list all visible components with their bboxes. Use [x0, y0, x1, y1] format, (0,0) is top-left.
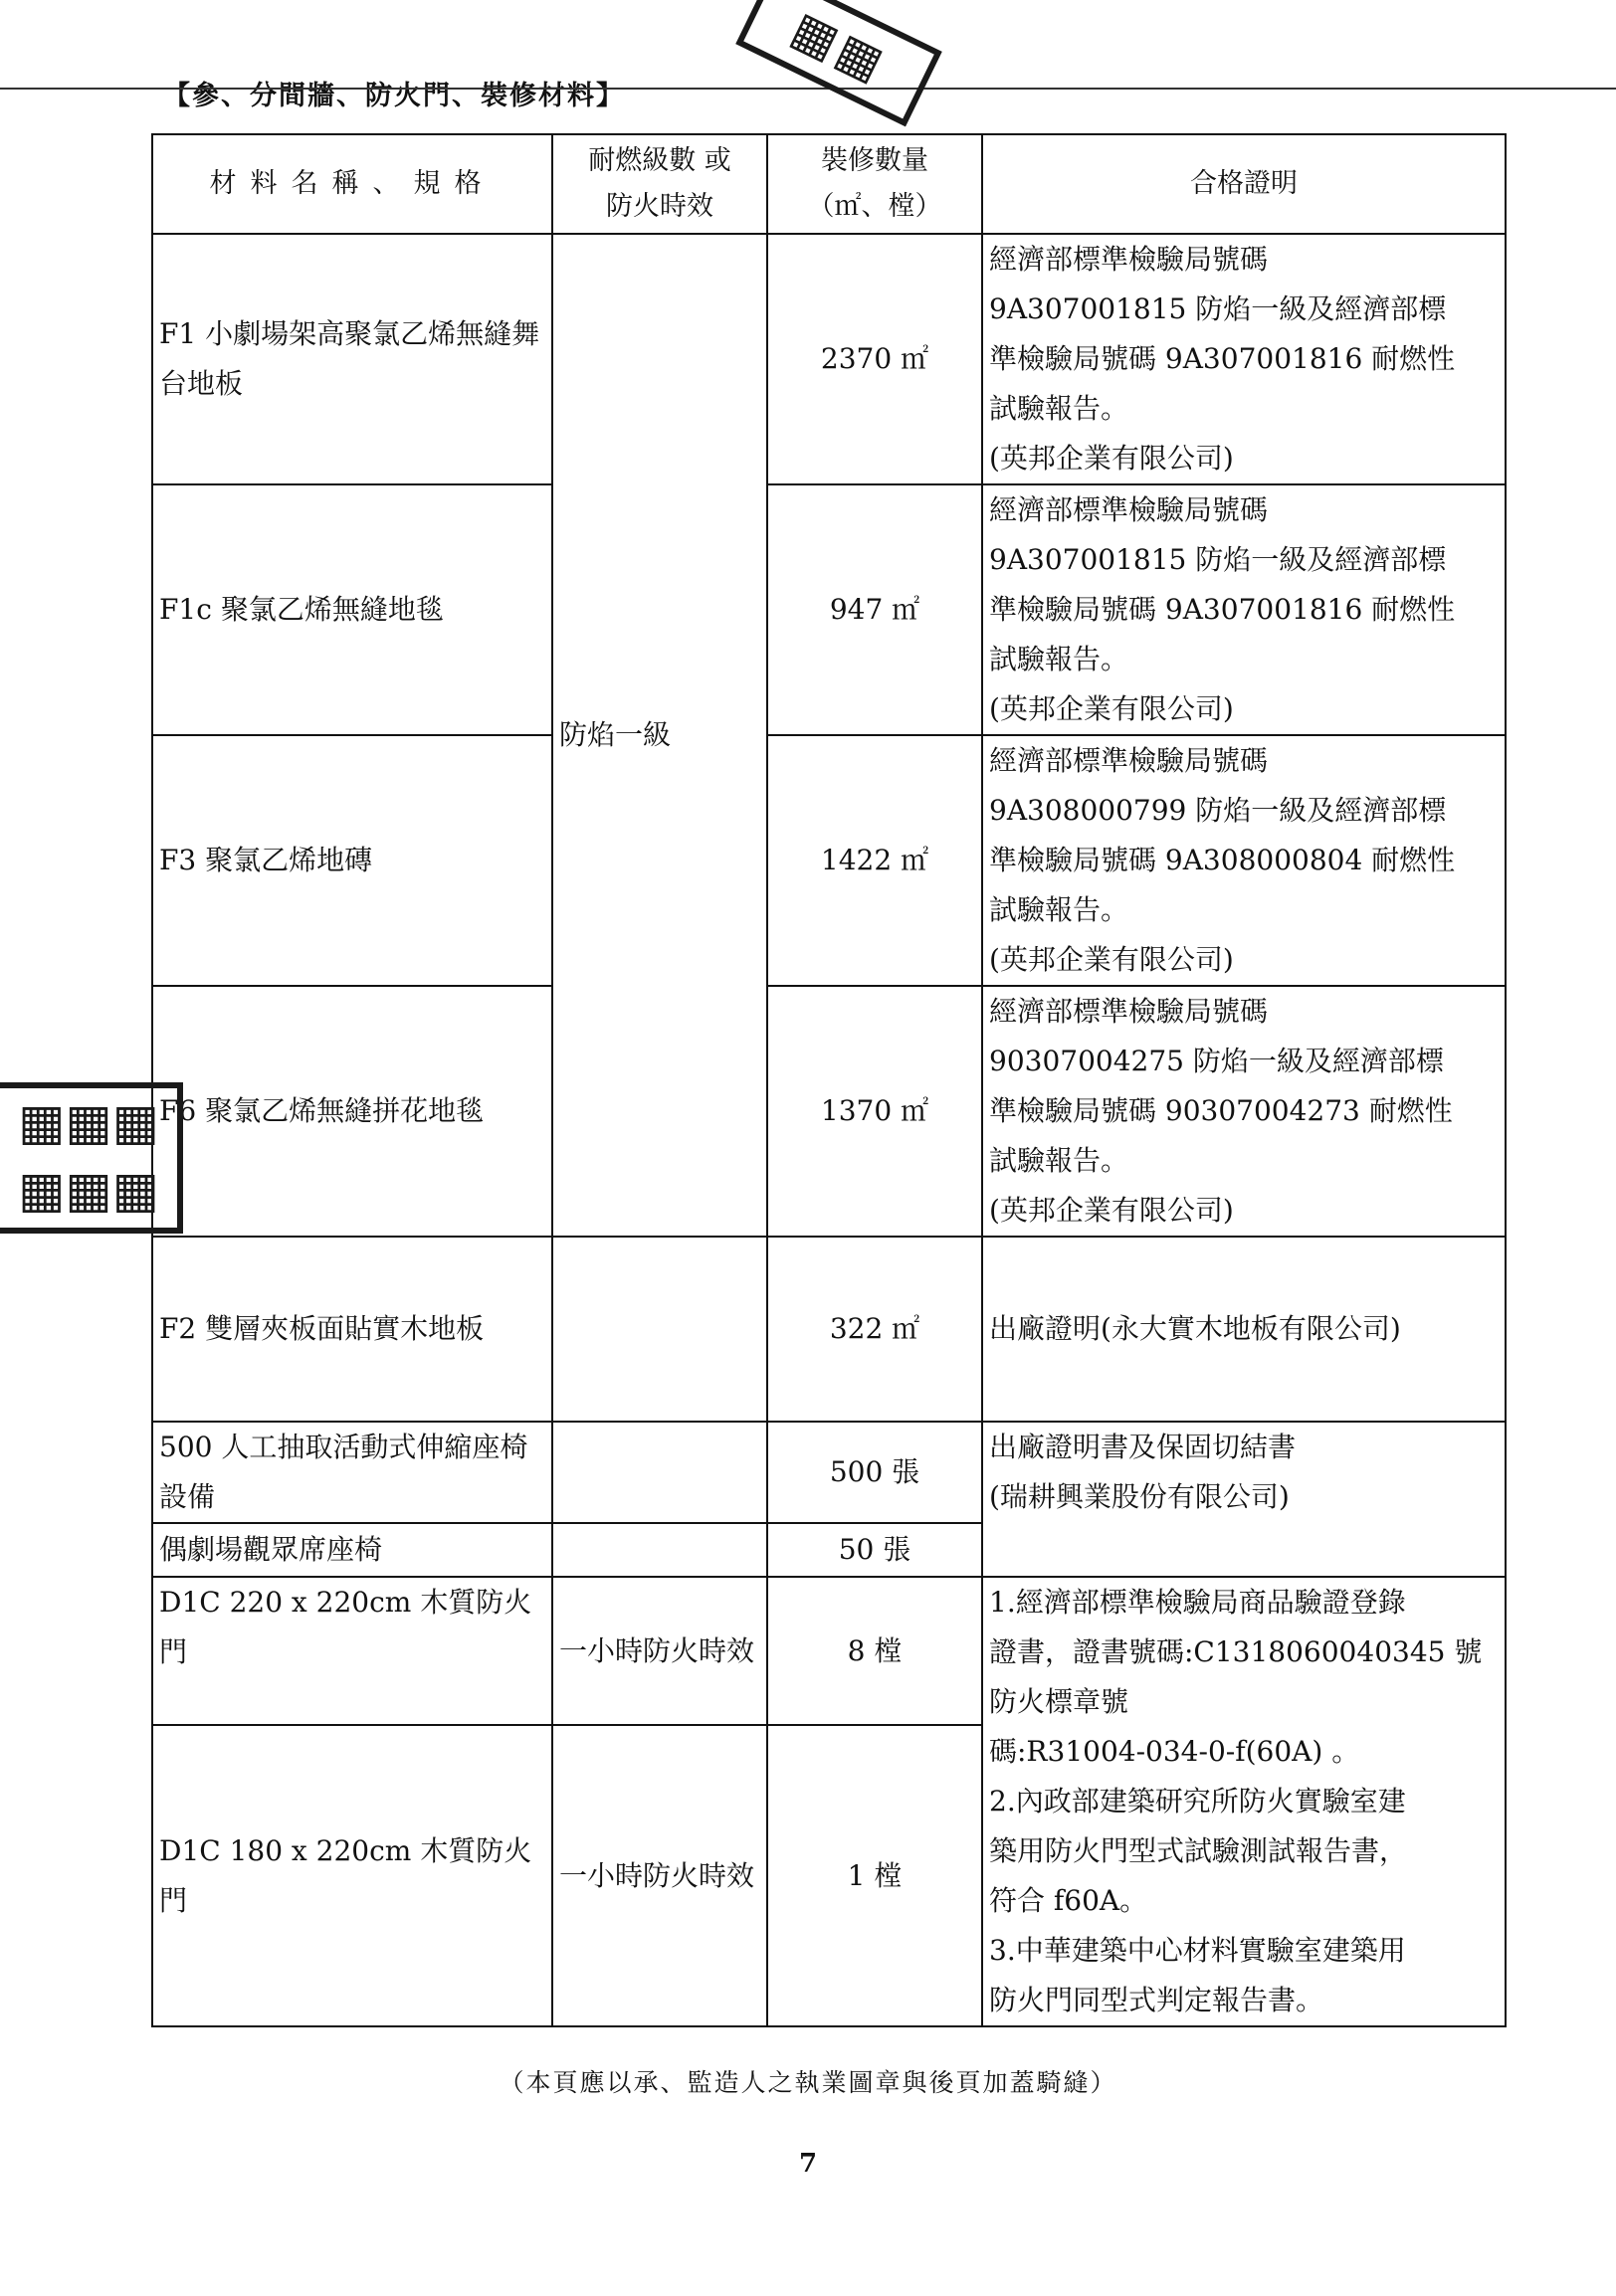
material-name: D1C 220 x 220cm 木質防火門: [152, 1577, 552, 1725]
header-fire-rating: [552, 134, 767, 234]
cert-line: (英邦企業有限公司): [989, 1194, 1234, 1227]
seal-stamp-top: ▦▦: [735, 0, 942, 126]
table-row: [152, 1577, 1506, 1725]
cert-line: 3.中華建築中心材料實驗室建築用: [989, 1934, 1406, 1967]
seal-stamp-left: ▦▦▦ ▦▦▦: [0, 1082, 183, 1234]
certificate: [982, 234, 1506, 484]
certificate: 出廠證明(永大實木地板有限公司): [982, 1237, 1506, 1422]
material-qty: 8 樘: [767, 1577, 982, 1725]
cert-line: (英邦企業有限公司): [989, 692, 1234, 725]
cert-line: (英邦企業有限公司): [989, 442, 1234, 475]
cert-line: 90307004275 防焰一級及經濟部標: [989, 1045, 1444, 1077]
cert-line: 準檢驗局號碼 9A307001816 耐燃性: [989, 593, 1456, 626]
cert-line: 試驗報告。: [989, 643, 1129, 675]
material-name: F1c 聚氯乙烯無縫地毯: [152, 484, 552, 735]
material-qty: 500 張: [767, 1422, 982, 1523]
material-qty: 1370 ㎡: [767, 986, 982, 1237]
material-name: 500 人工抽取活動式伸縮座椅設備: [152, 1422, 552, 1523]
fire-grade-empty: [552, 1422, 767, 1523]
material-name: F2 雙層夾板面貼實木地板: [152, 1237, 552, 1422]
header-qty-line2: （㎡、樘）: [807, 191, 942, 222]
cert-line: 證書，證書號碼:C1318060040345 號: [989, 1635, 1483, 1668]
cert-line: 準檢驗局號碼 9A307001816 耐燃性: [989, 342, 1456, 375]
table-row: [152, 986, 1506, 1237]
header-rule: [0, 88, 1616, 90]
fire-grade-merged: 防焰一級: [552, 234, 767, 1237]
material-qty: 50 張: [767, 1523, 982, 1577]
cert-line: (英邦企業有限公司): [989, 943, 1234, 976]
cert-line: 防火門同型式判定報告書。: [989, 1984, 1324, 2016]
certificate: [982, 986, 1506, 1237]
fire-grade-empty: [552, 1523, 767, 1577]
fire-rating: 一小時防火時效: [552, 1577, 767, 1725]
cert-line: 經濟部標準檢驗局號碼: [989, 243, 1269, 276]
cert-line: 9A307001815 防焰一級及經濟部標: [989, 292, 1447, 325]
table-row: [152, 735, 1506, 986]
material-qty: 2370 ㎡: [767, 234, 982, 484]
material-qty: 1 樘: [767, 1725, 982, 2026]
cert-line: 準檢驗局號碼 90307004273 耐燃性: [989, 1094, 1453, 1127]
certificate: [982, 1422, 1506, 1577]
section-title: 【參、分間牆、防火門、裝修材料】: [163, 81, 625, 111]
material-name: F1 小劇場架高聚氯乙烯無縫舞台地板: [152, 234, 552, 484]
cert-line: 符合 f60A。: [989, 1884, 1148, 1917]
cert-line: 經濟部標準檢驗局號碼: [989, 744, 1269, 777]
header-fire-line2: 防火時效: [606, 191, 713, 222]
cert-line: 出廠證明書及保固切結書: [989, 1431, 1297, 1463]
certificate: [982, 484, 1506, 735]
cert-line: 經濟部標準檢驗局號碼: [989, 493, 1269, 526]
table-row: [152, 234, 1506, 484]
cert-line: 防火標章號: [989, 1685, 1129, 1718]
material-qty: 1422 ㎡: [767, 735, 982, 986]
cert-line: 試驗報告。: [989, 392, 1129, 425]
table-header-row: [152, 134, 1506, 234]
cert-line: 2.內政部建築研究所防火實驗室建: [989, 1785, 1406, 1818]
material-name: 偶劇場觀眾席座椅: [152, 1523, 552, 1577]
table-row: [152, 1237, 1506, 1422]
table-row: [152, 484, 1506, 735]
door-certificate: [982, 1577, 1506, 2026]
cert-line: 1.經濟部標準檢驗局商品驗證登錄: [989, 1586, 1406, 1619]
materials-table: [151, 133, 1507, 2027]
cert-line: 9A307001815 防焰一級及經濟部標: [989, 543, 1447, 576]
certificate: [982, 735, 1506, 986]
cert-line: 試驗報告。: [989, 893, 1129, 926]
header-quantity: [767, 134, 982, 234]
material-name: F3 聚氯乙烯地磚: [152, 735, 552, 986]
material-name: F6 聚氯乙烯無縫拼花地毯: [152, 986, 552, 1237]
fire-rating: 一小時防火時效: [552, 1725, 767, 2026]
cert-line: 經濟部標準檢驗局號碼: [989, 995, 1269, 1028]
cert-line: 碼:R31004-034-0-f(60A) 。: [989, 1735, 1360, 1768]
cert-line: 試驗報告。: [989, 1144, 1129, 1177]
header-qty-line1: 裝修數量: [821, 145, 928, 176]
cert-line: (瑞耕興業股份有限公司): [989, 1480, 1290, 1513]
cert-line: 築用防火門型式試驗測試報告書，: [989, 1834, 1408, 1867]
footer-note: （本頁應以承、監造人之執業圖章與後頁加蓋騎縫）: [499, 2068, 1117, 2097]
material-name: D1C 180 x 220cm 木質防火門: [152, 1725, 552, 2026]
header-name: 材料名稱、規格: [152, 134, 552, 234]
material-qty: 947 ㎡: [767, 484, 982, 735]
header-certificate: 合格證明: [982, 134, 1506, 234]
fire-grade-empty: [552, 1237, 767, 1422]
material-qty: 322 ㎡: [767, 1237, 982, 1422]
cert-line: 準檢驗局號碼 9A308000804 耐燃性: [989, 844, 1456, 876]
header-fire-line1: 耐燃級數 或: [588, 145, 731, 176]
table-row: [152, 1422, 1506, 1523]
page-number: 7: [798, 2149, 818, 2179]
cert-line: 9A308000799 防焰一級及經濟部標: [989, 794, 1447, 827]
